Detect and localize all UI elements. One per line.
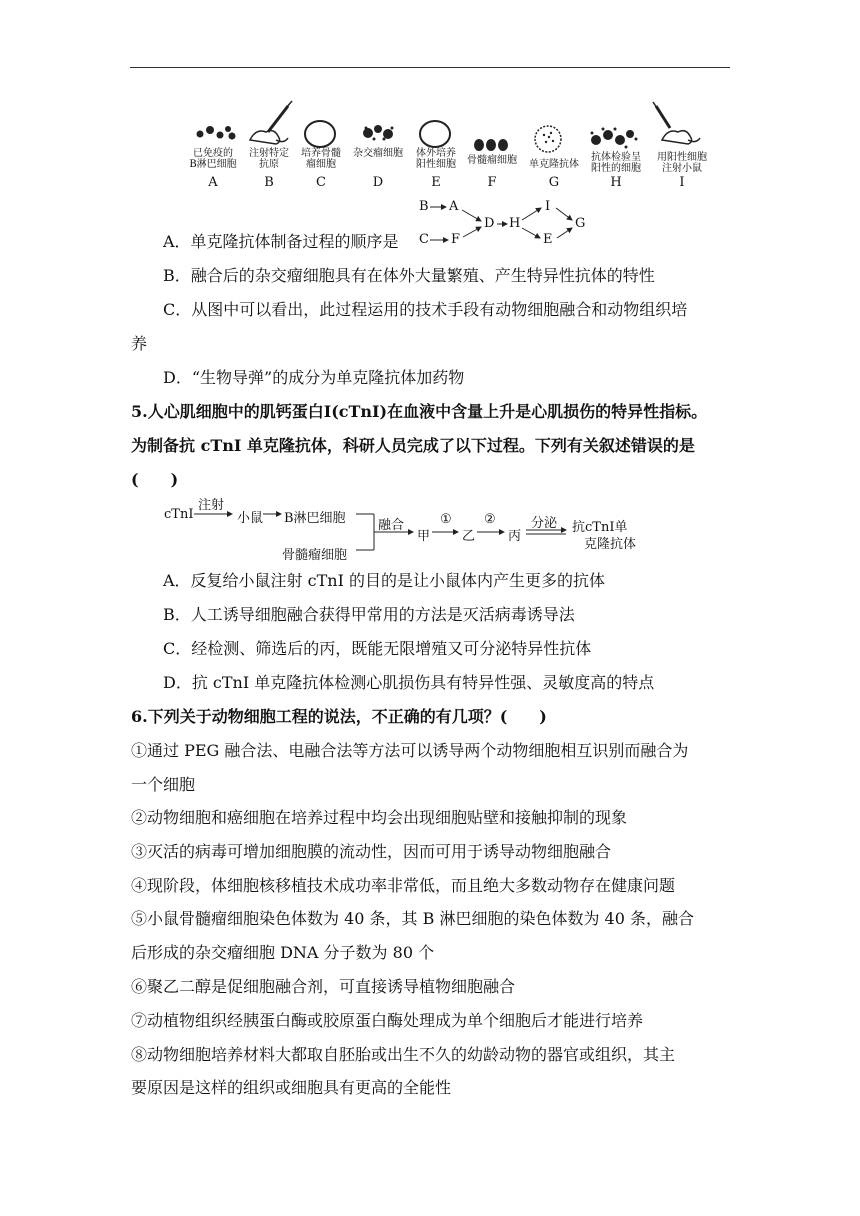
seq-b: B [419,199,429,214]
seq-h: H [509,216,521,231]
flow-product-line1: 抗cTnI单 [572,520,628,535]
seq-g: G [575,216,586,231]
seq-f: F [451,232,461,247]
flow-jia: 甲 [417,529,431,544]
q6-statement-2: ②动物细胞和癌细胞在培养过程中均会出现细胞贴壁和接触抑制的现象 [131,808,628,827]
flow-ctni: cTnI [164,507,194,522]
q5-option-a: A．反复给小鼠注射 cTnI 的目的是让小鼠体内产生更多的抗体 [163,571,605,590]
flow-secrete: 分泌 [531,516,558,531]
figure-caption: 注射特定 抗原 [249,148,289,170]
q4-option-d: D．“生物导弹”的成分为单克隆抗体加药物 [163,368,465,387]
flow-bing: 丙 [508,529,522,544]
flow-mouse: 小鼠 [237,511,264,526]
figure-caption: 杂交瘤细胞 [353,148,403,159]
q6-statement-1: ①通过 PEG 融合法、电融合法等方法可以诱导两个动物细胞相互识别而融合为 [131,741,689,760]
flow-step2: ② [484,512,496,527]
q4-option-a: A．单克隆抗体制备过程的顺序是 [163,232,399,251]
flow-fuse: 融合 [378,518,405,533]
seq-i: I [545,199,551,214]
q6-statement-3: ③灭活的病毒可增加细胞膜的流动性，因而可用于诱导动物细胞融合 [131,842,612,861]
figure-caption: 单克隆抗体 [529,159,579,170]
seq-c: C [419,232,429,247]
figure-letter: B [264,175,274,190]
figure-letter: I [679,175,685,190]
q5-stem-line2: 为制备抗 cTnI 单克隆抗体，科研人员完成了以下过程。下列有关叙述错误的是 [131,436,695,455]
flow-product-line2: 克隆抗体 [584,537,637,552]
figure-letter: D [372,175,384,190]
figure-caption: 体外培养 阳性细胞 [416,148,456,170]
q6-statement-8-cont: 要原因是这样的组织或细胞具有更高的全能性 [131,1078,452,1097]
q6-statement-8: ⑧动物细胞培养材料大都取自胚胎或出生不久的幼龄动物的器官或组织，其主 [131,1045,676,1064]
q5-option-d: D．抗 cTnI 单克隆抗体检测心肌损伤具有特异性强、灵敏度高的特点 [163,673,655,692]
figure-letter: E [431,175,441,190]
figure-letter: F [487,175,497,190]
figure-caption: 用阳性细胞 注射小鼠 [657,152,707,174]
q5-stem-line1: 5.人心肌细胞中的肌钙蛋白I(cTnI)在血液中含量上升是心肌损伤的特异性指标。 [131,402,708,421]
seq-e: E [543,232,553,247]
flow-bcell: B淋巴细胞 [284,511,346,526]
q6-statement-5: ⑤小鼠骨髓瘤细胞染色体数为 40 条，其 B 淋巴细胞的染色体数为 40 条，融合 [131,909,694,928]
figure-caption: 培养骨髓 瘤细胞 [301,148,341,170]
q6-stem: 6.下列关于动物细胞工程的说法，不正确的有几项？( ) [131,707,547,726]
q4-option-c: C．从图中可以看出，此过程运用的技术手段有动物细胞融合和动物组织培 [163,300,688,319]
figure-letter: C [316,175,326,190]
q5-stem-line3: ( ) [131,470,179,489]
figure-caption: 抗体检验呈 阳性的细胞 [591,152,641,174]
q6-statement-4: ④现阶段，体细胞核移植技术成功率非常低，而且绝大多数动物存在健康问题 [131,876,676,895]
flow-myeloma: 骨髓瘤细胞 [282,548,348,563]
q4-option-c-cont: 养 [131,334,148,353]
flow-yi: 乙 [462,529,476,544]
q5-flow-arrows [0,0,860,600]
figure-letter: H [610,175,622,190]
q6-statement-5-cont: 后形成的杂交瘤细胞 DNA 分子数为 80 个 [131,943,435,962]
flow-step1: ① [440,512,452,527]
figure-letter: G [548,175,560,190]
figure-caption: 已免疫的 B淋巴细胞 [189,148,237,170]
q6-statement-6: ⑥聚乙二醇是促细胞融合剂，可直接诱导植物细胞融合 [131,977,516,996]
q5-option-b: B．人工诱导细胞融合获得甲常用的方法是灭活病毒诱导法 [163,605,575,624]
figure-caption: 骨髓瘤细胞 [467,155,517,166]
figure-letter: A [208,175,218,190]
seq-d: D [484,216,495,231]
seq-a: A [449,199,459,214]
q6-statement-7: ⑦动植物组织经胰蛋白酶或胶原蛋白酶处理成为单个细胞后才能进行培养 [131,1011,644,1030]
q6-statement-1-cont: 一个细胞 [131,775,196,794]
flow-inject: 注射 [198,498,225,513]
q5-option-c: C．经检测、筛选后的丙，既能无限增殖又可分泌特异性抗体 [163,639,592,658]
q4-option-b: B．融合后的杂交瘤细胞具有在体外大量繁殖、产生特异性抗体的特性 [163,266,655,285]
